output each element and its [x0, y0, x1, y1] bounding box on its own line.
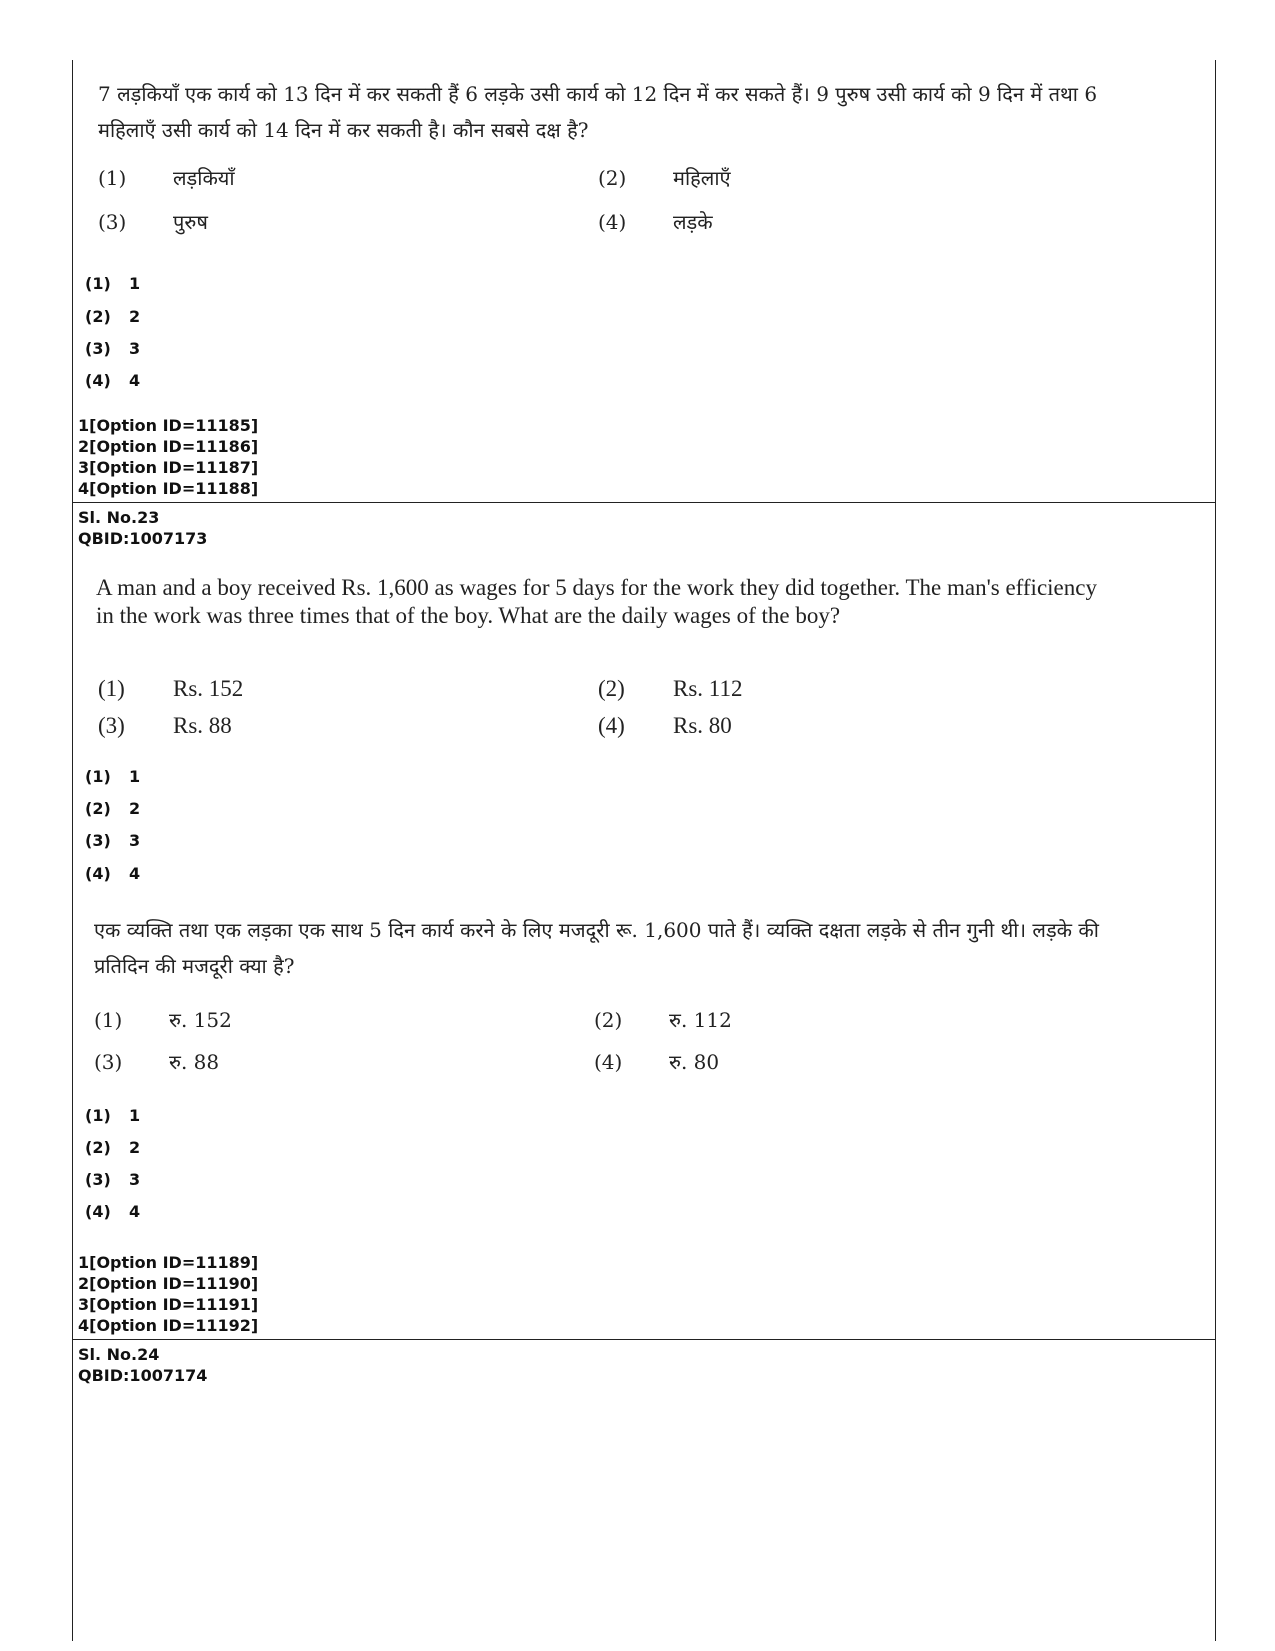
serial-number: Sl. No.23: [78, 508, 160, 527]
q23-option-ids: [78, 1252, 258, 1336]
q23-hi-option-4: (4) रु. 80: [594, 1050, 720, 1074]
option-id: 4[Option ID=11192]: [78, 1316, 259, 1335]
q23-answer-1: (1) 1: [85, 767, 141, 786]
qbid: QBID:1007173: [78, 529, 208, 548]
option-id: 1[Option ID=11189]: [78, 1253, 259, 1272]
q23-hi-answer-3: (3) 3: [85, 1170, 141, 1189]
q23-option-2: (2) Rs. 112: [598, 676, 743, 701]
q23-option-4: (4) Rs. 80: [598, 713, 732, 738]
q23-answer-4: (4) 4: [85, 864, 141, 883]
option-id: 2[Option ID=11186]: [78, 437, 259, 456]
page-border-left: [72, 60, 73, 1641]
qbid: QBID:1007174: [78, 1366, 208, 1385]
q23-answer-2: (2) 2: [85, 799, 141, 818]
q22-answer-4: (4) 4: [85, 371, 141, 390]
q23-hi-answer-2: (2) 2: [85, 1138, 141, 1157]
question-23-text-hindi: एक व्यक्ति तथा एक लड़का एक साथ 5 दिन कार्य करने के लिए मजदूरी रू. 1,600 पाते हैं। व्यक्ति दक्षता लड़के से तीन गुनी थी। लड़के की प्रतिदिन की मजदूरी क्या है?: [94, 918, 1099, 978]
q23-header: [78, 507, 207, 549]
option-id: 3[Option ID=11191]: [78, 1295, 259, 1314]
serial-number: Sl. No.24: [78, 1345, 160, 1364]
q23-hi-option-1: (1) रु. 152: [94, 1008, 232, 1032]
q22-option-4: (4) लड़के: [598, 210, 713, 234]
q22-option-2: (2) महिलाएँ: [598, 166, 731, 190]
question-23-text-english: A man and a boy received Rs. 1,600 as wages for 5 days for the work they did together. The man's efficiency in the work was three times that of the boy. What are the daily wages of the boy?: [96, 575, 1097, 628]
q22-option-1: (1) लड़कियाँ: [98, 166, 235, 190]
option-id: 3[Option ID=11187]: [78, 458, 259, 477]
q23-option-3: (3) Rs. 88: [98, 713, 232, 738]
q22-option-3: (3) पुरुष: [98, 210, 208, 234]
q22-option-ids: [78, 415, 258, 499]
q24-header: [78, 1344, 207, 1386]
option-id: 1[Option ID=11185]: [78, 416, 259, 435]
q23-answer-3: (3) 3: [85, 831, 141, 850]
option-id: 2[Option ID=11190]: [78, 1274, 259, 1293]
page-border-right: [1215, 60, 1216, 1641]
q22-answer-2: (2) 2: [85, 307, 141, 326]
question-divider: [72, 502, 1216, 503]
option-id: 4[Option ID=11188]: [78, 479, 259, 498]
question-divider: [72, 1339, 1216, 1340]
q23-hi-answer-4: (4) 4: [85, 1202, 141, 1221]
q23-hi-answer-1: (1) 1: [85, 1106, 141, 1125]
q23-option-1: (1) Rs. 152: [98, 676, 244, 701]
q22-answer-1: (1) 1: [85, 274, 141, 293]
question-22-text-hindi: 7 लड़कियाँ एक कार्य को 13 दिन में कर सकती हैं 6 लड़के उसी कार्य को 12 दिन में कर सकते हैं। 9 पुरुष उसी कार्य को 9 दिन में तथा 6 महिलाएँ उसी कार्य को 14 दिन में कर सकती है। कौन सबसे दक्ष है?: [98, 82, 1098, 142]
q22-answer-3: (3) 3: [85, 339, 141, 358]
q23-hi-option-3: (3) रु. 88: [94, 1050, 220, 1074]
q23-hi-option-2: (2) रु. 112: [594, 1008, 732, 1032]
